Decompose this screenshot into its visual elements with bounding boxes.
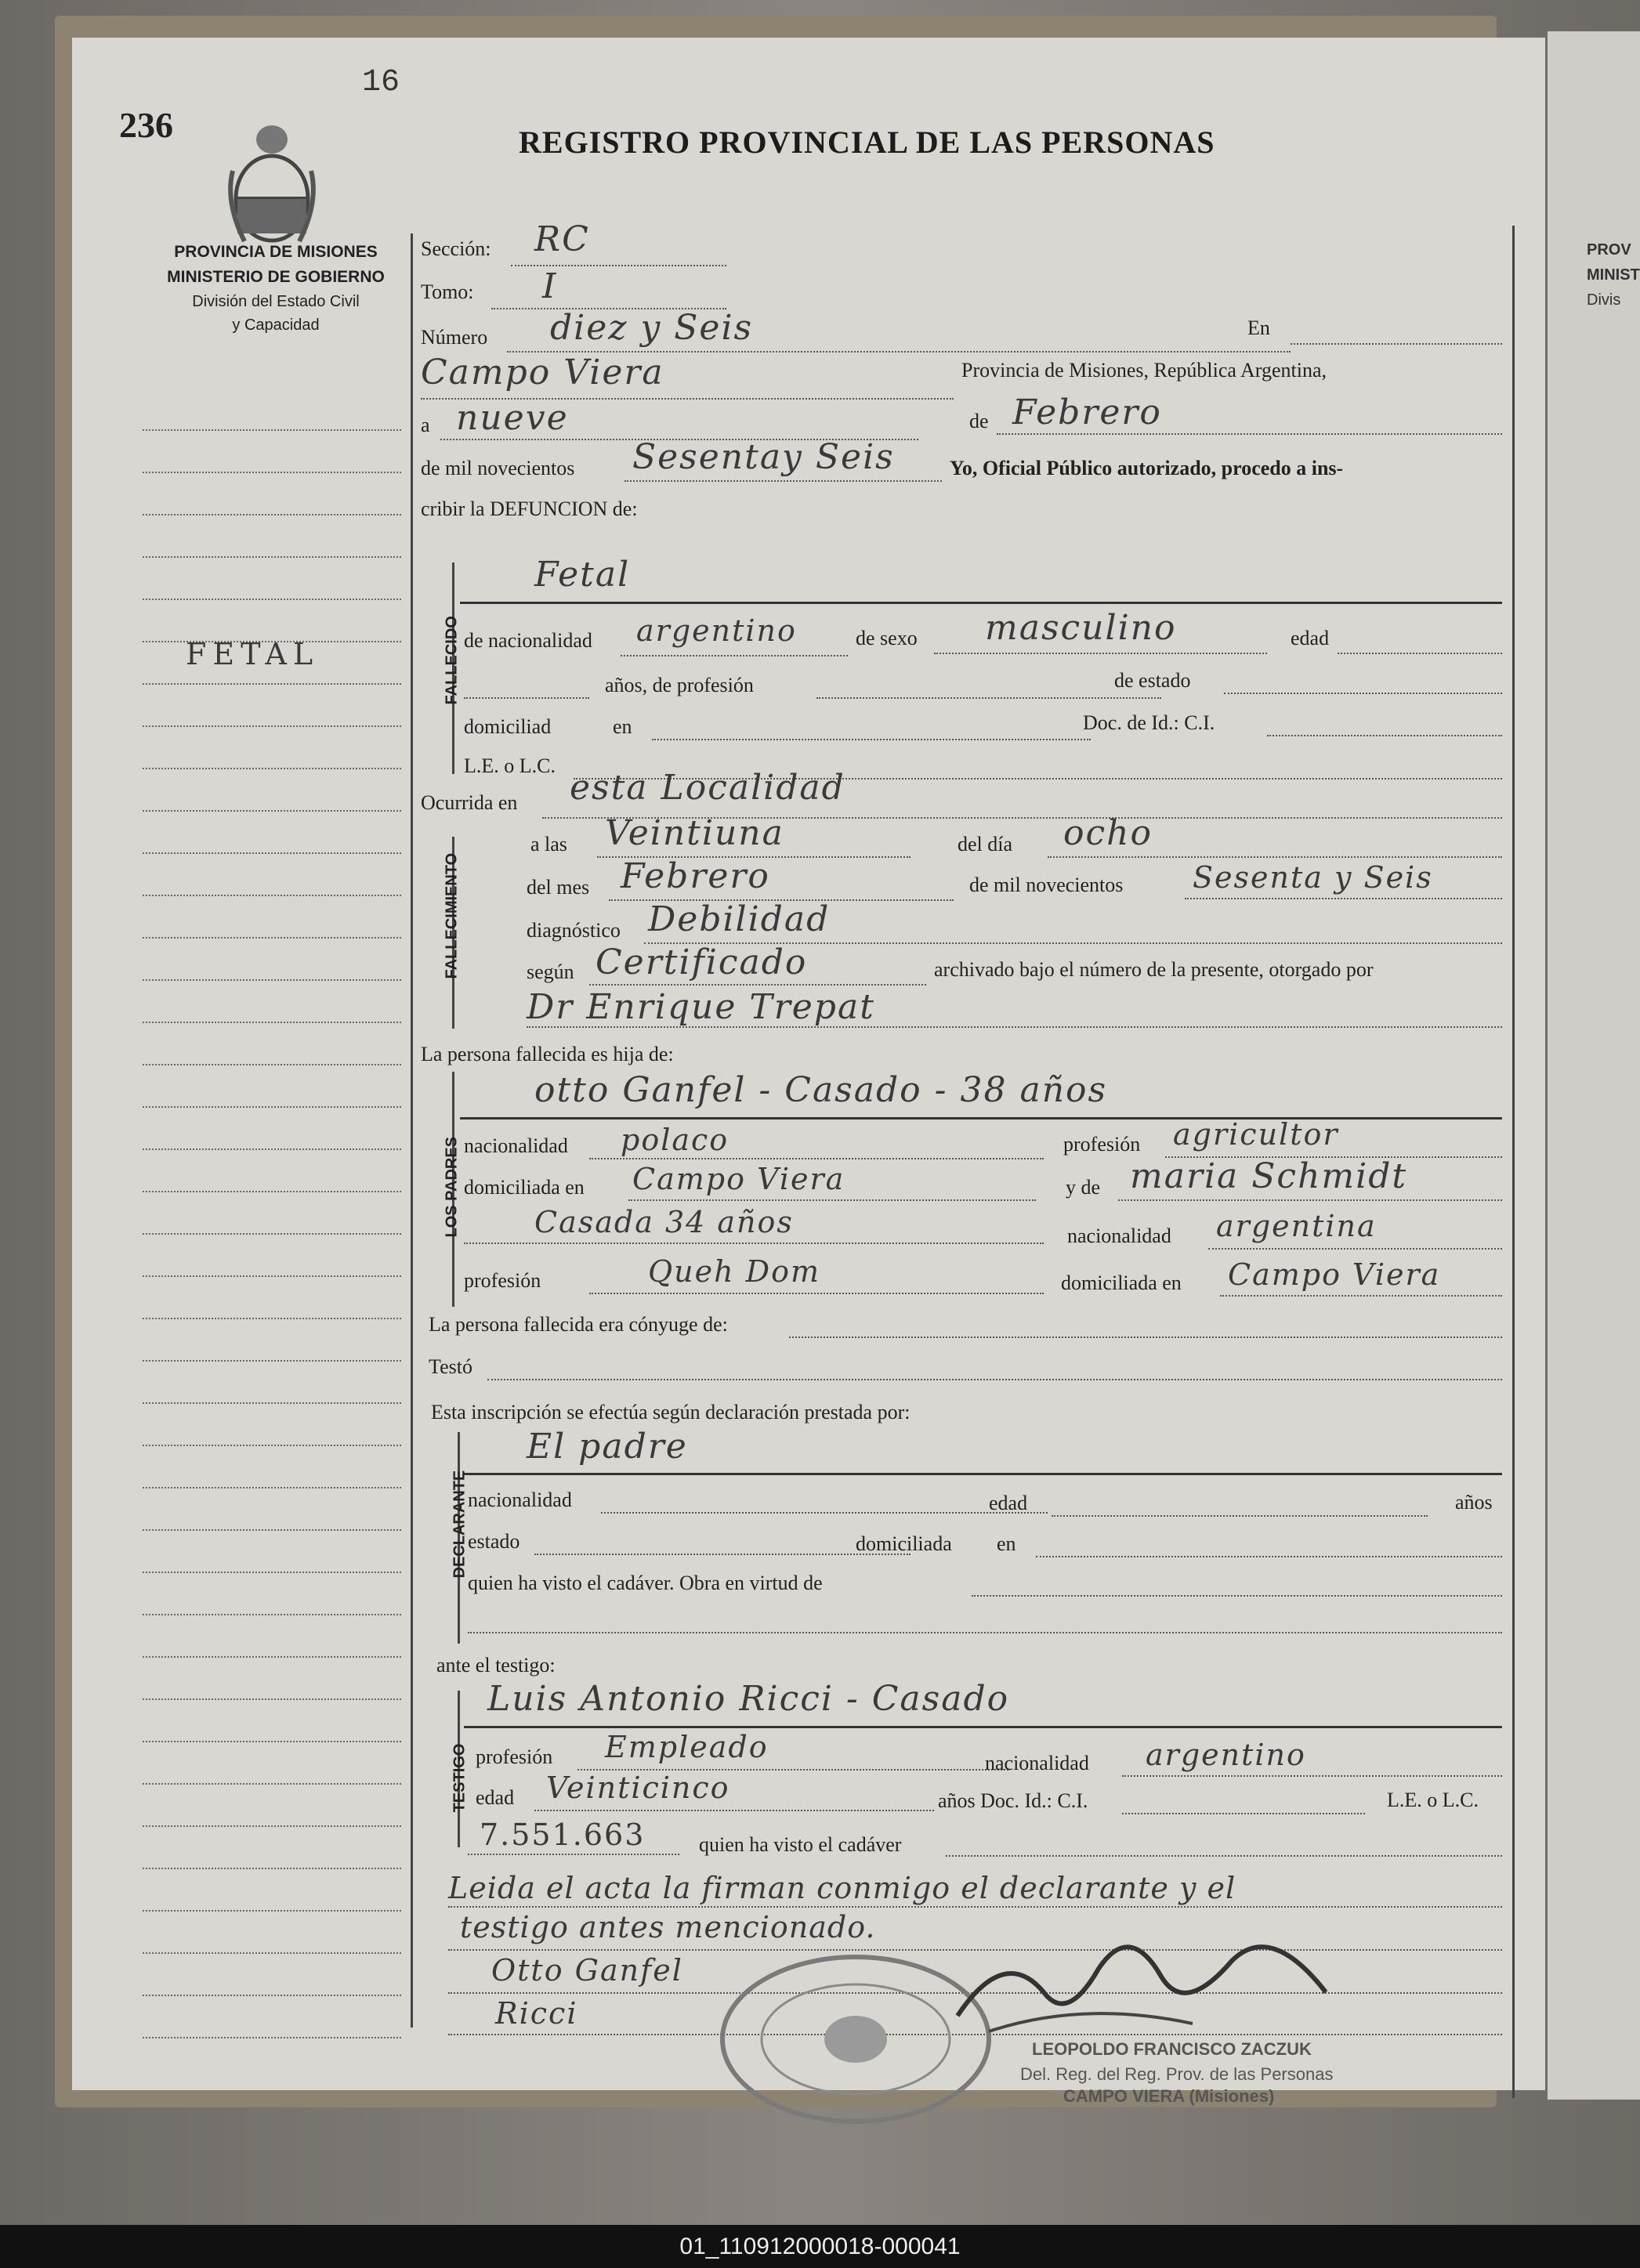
mes-label: del mes [527, 876, 590, 899]
declarante-dom-line [1036, 1556, 1502, 1557]
fallecido-nombre: Fetal [534, 555, 631, 595]
numero-value: diez y Seis [550, 308, 754, 348]
anio-prefix: de mil novecientos [421, 457, 575, 479]
margin-ruled-line [143, 1360, 401, 1362]
cierre-text-2: testigo antes mencionado. [460, 1910, 876, 1944]
le-label: L.E. o L.C. [464, 754, 556, 777]
padre-line [460, 1117, 1502, 1120]
division-line: División del Estado Civil [192, 293, 360, 310]
margin-ruled-line [143, 514, 401, 515]
segun-label: según [527, 960, 574, 983]
madre-prof-value: Queh Dom [648, 1254, 821, 1289]
province-line: PROVINCIA DE MISIONES [174, 243, 378, 261]
madre-nac-label: nacionalidad [1067, 1224, 1171, 1247]
mes-value: Febrero [621, 856, 770, 896]
madre-dom-value: Campo Viera [1228, 1257, 1441, 1292]
padre-nac-line [589, 1158, 1044, 1159]
margin-ruled-line [143, 1022, 401, 1023]
nacionalidad-label: de nacionalidad [464, 629, 592, 652]
madre-value: maria Schmidt [1130, 1156, 1408, 1196]
de-label: de [969, 410, 989, 432]
profesion-line [816, 697, 1161, 699]
anios-prof-label: años, de profesión [605, 674, 754, 696]
domicilio-line [652, 739, 1091, 740]
doc-label: Doc. de Id.: C.I. [1083, 711, 1215, 734]
diag-label: diagnóstico [527, 919, 621, 942]
en-line [1291, 343, 1502, 345]
margin-ruled-line [143, 1318, 401, 1319]
declarante-en-label: en [997, 1532, 1016, 1555]
declarante-anios-label: años [1455, 1491, 1493, 1514]
conyuge-line [789, 1337, 1502, 1338]
cadaver-text: quien ha visto el cadáver. Obra en virtud de [468, 1572, 823, 1594]
madre-dom-label: domiciliada en [1061, 1271, 1182, 1294]
hora-value: Veintiuna [605, 813, 784, 853]
testo-label: Testó [429, 1355, 472, 1378]
diag-value: Debilidad [648, 899, 831, 939]
doc-line [1267, 735, 1502, 736]
padre-dom-label: domiciliada en [464, 1176, 585, 1199]
estado-label: de estado [1114, 669, 1191, 692]
dia-value: nueve [456, 398, 569, 438]
seccion-value: RC [534, 219, 590, 259]
declarante-dom-label: domiciliada [856, 1532, 952, 1555]
division-line: y Capacidad [232, 317, 320, 334]
testigo-text: ante el testigo: [436, 1654, 556, 1677]
margin-ruled-line [143, 429, 401, 431]
margin-ruled-line [143, 852, 401, 854]
firma-testigo: Ricci [495, 1996, 578, 2031]
testigo-prof-value: Empleado [605, 1730, 769, 1764]
testigo-visto-text: quien ha visto el cadáver [699, 1833, 902, 1856]
margin-ruled-line [143, 1529, 401, 1531]
margin-ruled-line [143, 472, 401, 473]
margin-ruled-line [143, 1445, 401, 1446]
oficial-lugar: CAMPO VIERA (Misiones) [1063, 2086, 1275, 2106]
margin-ruled-line [143, 1614, 401, 1615]
tomo-value: I [542, 266, 558, 306]
ocurrida-label: Ocurrida en [421, 791, 518, 814]
margin-ruled-line [143, 1275, 401, 1277]
obra-line [972, 1595, 1502, 1597]
margin-ruled-line [143, 1910, 401, 1912]
margin-ruled-line [143, 683, 401, 685]
margin-ruled-line [143, 895, 401, 896]
hija-text: La persona fallecida es hija de: [421, 1043, 674, 1065]
margin-ruled-line [143, 725, 401, 727]
domicilio-en-label: en [613, 715, 632, 738]
cierre-text-1: Leida el acta la firman conmigo el declarante y el [448, 1871, 1236, 1905]
page-number: 16 [362, 65, 400, 100]
margin-ruled-line [143, 1148, 401, 1150]
testigo-side-label: TESTIGO [451, 1743, 469, 1813]
margin-ruled-line [143, 1952, 401, 1954]
oficial-text: Yo, Oficial Público autorizado, procedo a ins- [950, 457, 1344, 479]
division-header [127, 290, 425, 337]
padre-prof-value: agricultor [1173, 1117, 1339, 1152]
margin-ruled-line [143, 1487, 401, 1488]
form-left-border [411, 233, 413, 2027]
dia-line-2 [1048, 856, 1502, 858]
testigo-doc-label: años Doc. Id.: C.I. [938, 1789, 1088, 1812]
testigo-doc-line [1122, 1813, 1365, 1814]
madre-prof-line [589, 1293, 1044, 1294]
margin-ruled-line [143, 768, 401, 769]
testigo-ci-line [468, 1854, 679, 1855]
margin-note: FETAL [186, 637, 320, 671]
image-id-footer: 01_110912000018-000041 [0, 2225, 1640, 2268]
adjacent-page-text: Divis [1587, 291, 1621, 309]
margin-ruled-line [143, 1995, 401, 1996]
tomo-label: Tomo: [421, 280, 474, 303]
yde-label: y de [1066, 1176, 1101, 1199]
margin-ruled-line [143, 979, 401, 981]
madre-estado-value: Casada 34 años [534, 1205, 794, 1239]
edad-label: edad [1291, 627, 1330, 649]
madre-prof-label: profesión [464, 1269, 541, 1292]
stamped-number: 236 [119, 105, 173, 145]
sexo-value: masculino [985, 608, 1177, 648]
anio-value: Sesentay Seis [632, 437, 895, 477]
domicilio-label: domiciliad [464, 715, 552, 738]
margin-ruled-line [143, 1698, 401, 1700]
anio-value-2: Sesenta y Seis [1193, 860, 1433, 895]
a-label: a [421, 414, 430, 436]
padre-dom-value: Campo Viera [632, 1162, 845, 1196]
declarante-nac-line [601, 1512, 1048, 1514]
testigo-le-label: L.E. o L.C. [1387, 1789, 1479, 1811]
dia-value: ocho [1063, 813, 1153, 853]
declarante-edad-line [1052, 1515, 1428, 1517]
testigo-ci-value: 7.551.663 [480, 1818, 646, 1852]
margin-ruled-line [143, 1741, 401, 1742]
inscripcion-text: Esta inscripción se efectúa según declaración prestada por: [431, 1401, 911, 1423]
margin-ruled-line [143, 2037, 401, 2038]
testigo-nac-line [1122, 1775, 1502, 1777]
form-right-border [1512, 226, 1515, 2098]
padre-value: otto Ganfel - Casado - 38 años [534, 1070, 1108, 1110]
obra-line-2 [468, 1632, 1502, 1633]
testigo-nac-value: argentino [1146, 1738, 1306, 1772]
oficial-cargo: Del. Reg. del Reg. Prov. de las Personas [1020, 2064, 1334, 2084]
ministry-line: MINISTERIO DE GOBIERNO [167, 268, 385, 286]
oficial-name: LEOPOLDO FRANCISCO ZACZUK [1032, 2039, 1312, 2059]
madre-nac-value: argentina [1216, 1209, 1377, 1243]
madre-estado-line [464, 1243, 1044, 1244]
anio-line-2 [1185, 898, 1502, 899]
sexo-label: de sexo [856, 627, 918, 649]
fallecido-side-label: FALLECIDO [443, 616, 461, 705]
segun-value: Certificado [596, 942, 808, 982]
margin-ruled-line [143, 1825, 401, 1827]
madre-line [1118, 1199, 1502, 1201]
margin-ruled-line [143, 1572, 401, 1573]
margin-ruled-line [143, 556, 401, 558]
seccion-label: Sección: [421, 237, 491, 260]
adjacent-page-text: PROV [1587, 241, 1631, 259]
padres-side-label: LOS PADRES [443, 1136, 461, 1238]
mes-value: Febrero [1012, 392, 1162, 432]
anio-line [625, 480, 942, 482]
margin-ruled-line [143, 1106, 401, 1108]
en-label: En [1247, 317, 1270, 339]
padre-nac-value: polaco [621, 1123, 729, 1157]
testigo-nac-label: nacionalidad [985, 1752, 1089, 1774]
declarante-nac-label: nacionalidad [468, 1488, 572, 1511]
numero-label: Número [421, 326, 488, 349]
declarante-estado-label: estado [468, 1530, 520, 1553]
madre-nac-line [1208, 1248, 1502, 1250]
firma-declarante: Otto Ganfel [491, 1953, 683, 1988]
official-signature-icon [942, 1937, 1349, 2047]
mes-line [997, 433, 1502, 435]
dia-label: del día [958, 833, 1013, 855]
nacionalidad-line [621, 655, 848, 657]
fallecido-name-line [460, 602, 1502, 604]
cribir-text: cribir la DEFUNCION de: [421, 497, 638, 520]
padre-prof-label: profesión [1063, 1133, 1141, 1156]
archivado-text: archivado bajo el número de la presente, otorgado por [934, 958, 1374, 981]
testigo-edad-label: edad [476, 1786, 515, 1809]
segun-line [589, 984, 926, 986]
declarante-side-label: DECLARANTE [451, 1470, 469, 1579]
margin-ruled-line [143, 937, 401, 939]
cierre-line-1 [448, 1906, 1502, 1908]
padre-dom-line [628, 1199, 1036, 1201]
register-page [72, 38, 1545, 2106]
madre-dom-line [1220, 1295, 1502, 1297]
margin-ruled-line [143, 1402, 401, 1404]
margin-ruled-line [143, 1191, 401, 1192]
declarante-nombre: El padre [527, 1427, 688, 1467]
sexo-line [934, 653, 1267, 654]
declarante-estado-line [534, 1554, 911, 1555]
margin-ruled-line [143, 1064, 401, 1065]
estado-line [1224, 693, 1502, 694]
provincia-text: Provincia de Misiones, República Argentina, [961, 359, 1327, 382]
ocurrida-value: esta Localidad [570, 768, 845, 808]
declarante-edad-label: edad [989, 1492, 1028, 1514]
medico-value: Dr Enrique Trepat [527, 987, 875, 1027]
margin-ruled-line [143, 1868, 401, 1869]
anio-label-2: de mil novecientos [969, 874, 1124, 896]
testigo-edad-line [534, 1810, 934, 1811]
margin-ruled-line [143, 599, 401, 600]
margin-ruled-line [143, 1233, 401, 1235]
lugar-value: Campo Viera [421, 353, 664, 392]
edad-line [1338, 653, 1502, 654]
margin-ruled-line [143, 1783, 401, 1785]
document-title: REGISTRO PROVINCIAL DE LAS PERSONAS [519, 125, 1215, 160]
testo-line [487, 1379, 1502, 1380]
province-header [127, 240, 425, 290]
testigo-visto-line [946, 1855, 1502, 1857]
conyuge-text: La persona fallecida era cónyuge de: [429, 1313, 728, 1336]
margin-ruled-line [143, 1656, 401, 1658]
hora-label: a las [530, 833, 567, 855]
testigo-nombre: Luis Antonio Ricci - Casado [487, 1679, 1010, 1719]
testigo-edad-value: Veinticinco [546, 1771, 730, 1805]
nacionalidad-value: argentino [636, 613, 797, 648]
testigo-prof-label: profesión [476, 1745, 553, 1768]
adjacent-page-text: MINIST [1587, 266, 1640, 284]
declarante-line [464, 1473, 1502, 1475]
testigo-line [464, 1726, 1502, 1728]
fallecimiento-side-label: FALLECIMIENTO [443, 852, 461, 979]
margin-ruled-line [143, 810, 401, 812]
anios-line [464, 697, 589, 699]
adjacent-page [1548, 31, 1640, 2100]
padre-nac-label: nacionalidad [464, 1134, 568, 1157]
